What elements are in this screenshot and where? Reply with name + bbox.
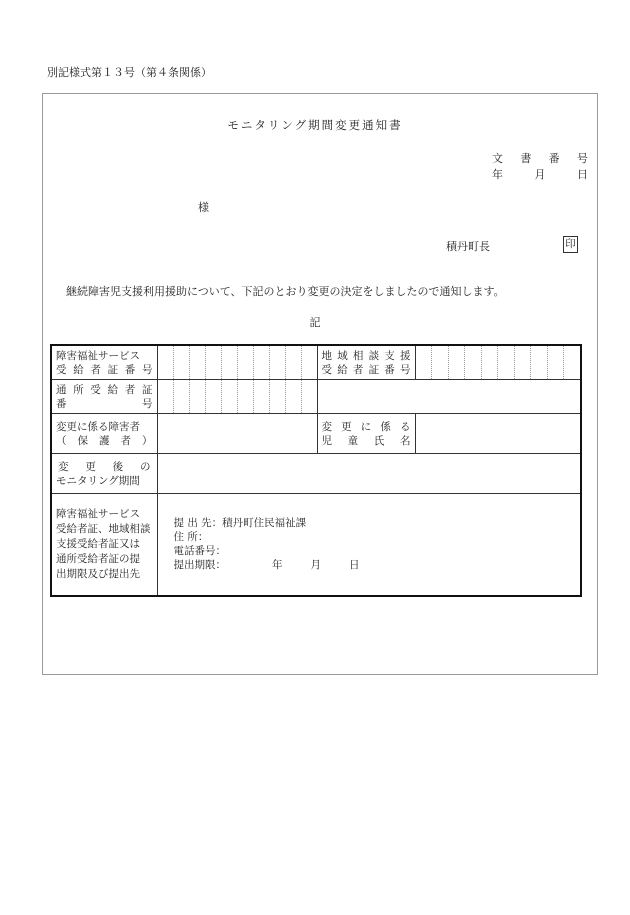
phone-line: 電話番号： xyxy=(173,545,226,558)
date-year: 年 xyxy=(492,168,503,181)
form-number-label: 別記様式第１３号（第４条関係） xyxy=(47,66,212,79)
label-line: 障害福祉サービス xyxy=(56,507,140,520)
table-row xyxy=(51,454,581,494)
label-line: 番 号 xyxy=(56,397,153,410)
notice-text: 継続障害児支援利用援助について、下記のとおり変更の決定をしましたので通知します。 xyxy=(66,285,505,298)
label-line: 障害福祉サービス xyxy=(56,349,140,362)
blank-cell xyxy=(317,380,581,414)
document-title: モニタリング期間変更通知書 xyxy=(227,118,403,132)
doc-number-char: 号 xyxy=(576,152,588,165)
table-row xyxy=(51,345,581,380)
table-row xyxy=(51,494,581,596)
submit-to-line: 提 出 先：積丹町住民福祉課 xyxy=(173,517,307,530)
date-day: 日 xyxy=(577,168,588,181)
guardian-label xyxy=(51,414,157,454)
new-monitoring-period-label xyxy=(51,454,157,494)
doc-number-char: 文 xyxy=(492,152,503,165)
doc-number-char: 番 xyxy=(548,152,560,165)
guardian-field[interactable] xyxy=(157,414,317,454)
address-line: 住 所： xyxy=(173,531,209,544)
issuer-name: 積丹町長 xyxy=(446,240,490,253)
doc-number-char: 書 xyxy=(520,152,532,165)
commute-cert-number-label xyxy=(51,380,157,414)
label-line: 受給者証、地域相談 xyxy=(56,522,151,535)
service-cert-number-field[interactable] xyxy=(157,345,317,380)
label-line: 支援受給者証又は xyxy=(56,537,140,550)
submission-info-field xyxy=(157,494,581,596)
label-line: 受 給 者 証 番 号 xyxy=(321,363,411,376)
ki-heading: 記 xyxy=(309,316,321,329)
seal-mark: 印 xyxy=(563,236,578,253)
table-row xyxy=(51,380,581,414)
label-line: 受 給 者 証 番 号 xyxy=(56,363,153,376)
regional-cert-number-field[interactable] xyxy=(415,345,581,380)
label-line: 通所受給者証の提 xyxy=(56,552,140,565)
label-line: 通 所 受 給 者 証 xyxy=(56,383,153,396)
label-line: 変 更 後 の xyxy=(58,460,151,473)
regional-cert-number-label xyxy=(317,345,415,380)
child-name-label xyxy=(317,414,415,454)
label-line: （ 保 護 者 ） xyxy=(56,434,153,447)
label-line: 地 域 相 談 支 援 xyxy=(321,349,411,362)
label-line: 変更に係る障害者 xyxy=(56,420,140,433)
addressee-suffix: 様 xyxy=(198,201,209,214)
details-table xyxy=(50,344,582,597)
child-name-field[interactable] xyxy=(415,414,581,454)
new-monitoring-period-field[interactable] xyxy=(157,454,581,494)
date-month: 月 xyxy=(534,168,546,181)
label-line: 児 童 氏 名 xyxy=(321,434,411,447)
deadline-line: 提出期限： 年 月 日 xyxy=(173,559,360,572)
document-number-line xyxy=(492,150,588,166)
commute-cert-number-field[interactable] xyxy=(157,380,317,414)
label-line: 変 更 に 係 る xyxy=(321,420,411,433)
label-line: モニタリング期間 xyxy=(56,474,140,487)
date-line xyxy=(492,166,588,182)
table-row xyxy=(51,414,581,454)
label-line: 出期限及び提出先 xyxy=(56,567,140,580)
service-cert-number-label xyxy=(51,345,157,380)
submission-info-label xyxy=(51,494,157,596)
